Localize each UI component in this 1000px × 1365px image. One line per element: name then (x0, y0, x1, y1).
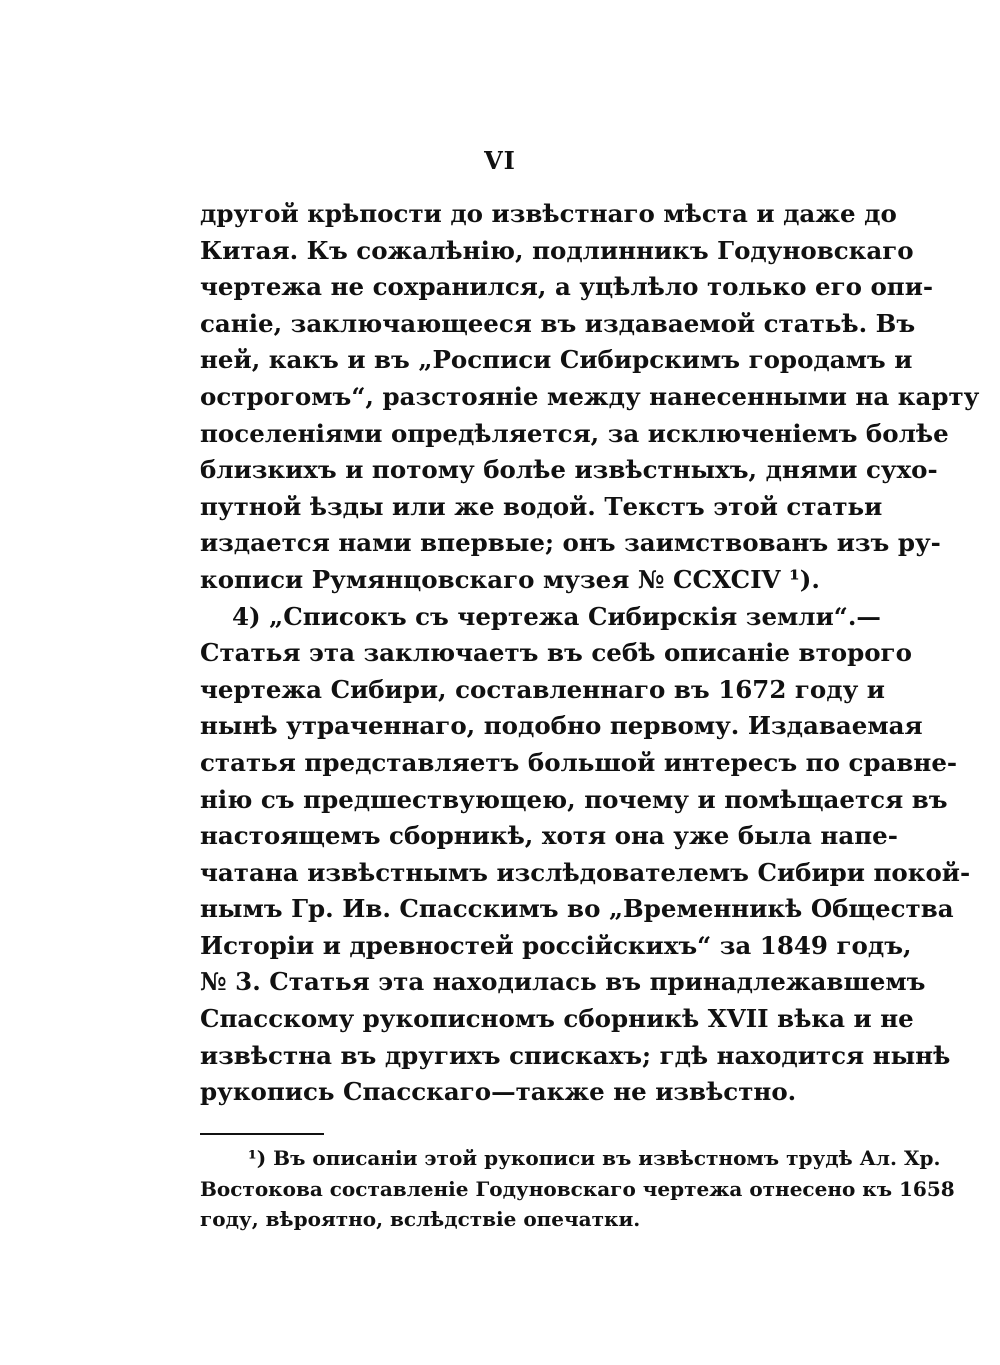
text-line: Китая. Къ сожалѣнію, подлинникъ Годуновскаго (200, 235, 914, 265)
text-line: нію съ предшествующею, почему и помѣщается въ (200, 784, 948, 814)
text-line: нымъ Гр. Ив. Спасскимъ во „Временникѣ Общества (200, 894, 954, 924)
text-line: № 3. Статья эта находилась въ принадлежавшемъ (200, 967, 926, 997)
footnote-line: Востокова составленіе Годуновскаго чертежа отнесено къ 1658 (200, 1176, 955, 1201)
text-line: ней, какъ и въ „Росписи Сибирскимъ городамъ и (200, 345, 913, 375)
text-line: острогомъ“, разстояніе между нанесенными на карту (200, 381, 980, 411)
main-text (200, 196, 980, 1111)
text-line: Исторіи и древностей россійскихъ“ за 1849 годъ, (200, 930, 912, 960)
text-line: путной ѣзды или же водой. Текстъ этой статьи (200, 491, 883, 521)
text-line: чатана извѣстнымъ изслѣдователемъ Сибири покой- (200, 857, 971, 887)
text-line: Статья эта заключаетъ въ себѣ описаніе второго (200, 638, 912, 668)
text-line: настоящемъ сборникѣ, хотя она уже была напе- (200, 821, 898, 851)
text-line: чертежа Сибири, составленнаго въ 1672 году и (200, 674, 885, 704)
text-line: Спасскому рукописномъ сборникѣ XVII вѣка и не (200, 1004, 914, 1034)
text-line: близкихъ и потому болѣе извѣстныхъ, днями сухо- (200, 455, 938, 485)
text-line: кописи Румянцовскаго музея № CCXCIV ¹). (200, 564, 820, 594)
footnote (200, 1143, 955, 1235)
text-line: рукопись Спасскаго—также не извѣстно. (200, 1077, 797, 1107)
footnote-divider (200, 1133, 324, 1135)
text-line: саніе, заключающееся въ издаваемой статьѣ. Въ (200, 308, 916, 338)
text-line: издается нами впервые; онъ заимствованъ изъ ру- (200, 528, 941, 558)
text-line: другой крѣпости до извѣстнаго мѣста и даже до (200, 199, 897, 228)
footnote-line: ¹) Въ описаніи этой рукописи въ извѣстномъ трудѣ Ал. Хр. (248, 1146, 941, 1170)
text-line: чертежа не сохранился, а уцѣлѣло только его опи- (200, 272, 934, 302)
text-line: нынѣ утраченнаго, подобно первому. Издаваемая (200, 711, 923, 741)
text-line: извѣстна въ другихъ спискахъ; гдѣ находится нынѣ (200, 1040, 951, 1070)
paragraph-start-line: 4) „Списокъ съ чертежа Сибирскія земли“.— (232, 601, 881, 631)
text-line: поселеніями опредѣляется, за исключеніемъ болѣе (200, 418, 949, 448)
page-number: VI (484, 146, 516, 175)
text-line: статья представляетъ большой интересъ по сравне- (200, 747, 958, 777)
footnote-line: году, вѣроятно, вслѣдствіе опечатки. (200, 1207, 641, 1231)
